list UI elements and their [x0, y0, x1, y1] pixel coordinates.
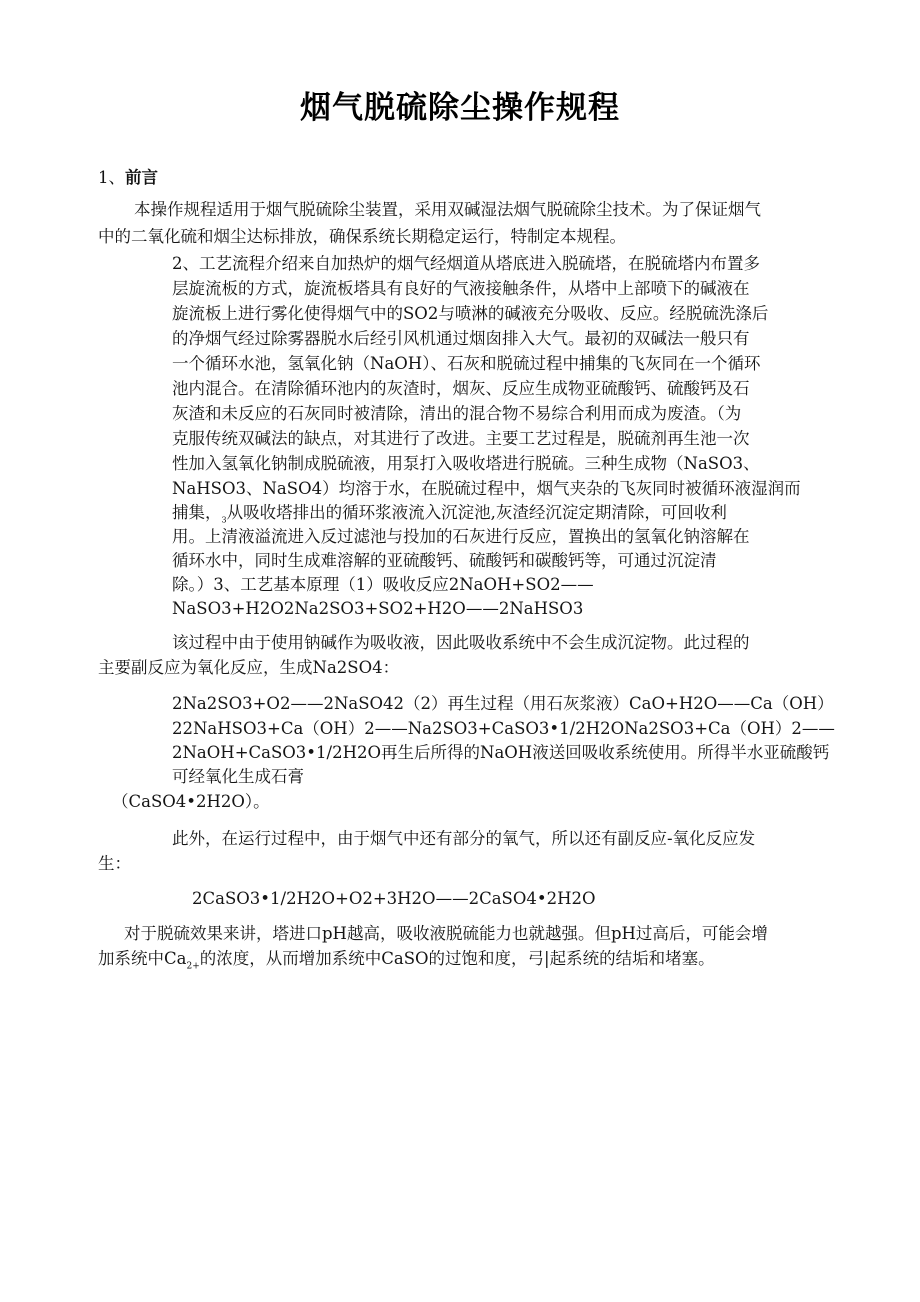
paragraph-line	[98, 947, 715, 978]
section-heading-text: 前言	[125, 168, 158, 187]
section-number: 1、	[98, 168, 125, 187]
capture-text: 捕集，	[172, 503, 222, 522]
process-line: 用。上清液溢流进入反过滤池与投加的石灰进行反应，置换出的氢氧化钠溶解在	[172, 527, 750, 546]
stray-mark: 3	[221, 515, 227, 525]
regen-line: 22NaHSO3+Ca（OH）2——Na2SO3+CaSO3•1/2H2ONa2SO3+Ca（OH）2——	[172, 719, 835, 738]
process-line: 2、工艺流程介绍来自加热炉的烟气经烟道从塔底进入脱硫塔，在脱硫塔内布置多	[172, 254, 760, 273]
section-heading	[98, 166, 158, 190]
paragraph-line: 对于脱硫效果来讲，塔进口pH越高，吸收液脱硫能力也就越强。但pH过高后，可能会增	[124, 924, 768, 943]
process-line: 层旋流板的方式，旋流板塔具有良好的气液接触条件，从塔中上部喷下的碱液在	[172, 279, 750, 298]
ph-text: 加系统中Ca	[98, 949, 187, 968]
process-line: 性加入氢氧化钠制成脱硫液，用泵打入吸收塔进行脱硫。三种生成物（NaSO3、	[172, 454, 760, 473]
process-line: 池内混合。在清除循环池内的灰渣时，烟灰、反应生成物亚硫酸钙、硫酸钙及石	[172, 379, 750, 398]
gypsum-line: （CaSO4•2H2O）。	[112, 792, 270, 811]
regen-line: 可经氧化生成石膏	[172, 767, 304, 786]
process-line: 循环水中，同时生成难溶解的亚硫酸钙、硫酸钙和碳酸钙等，可通过沉淀清	[172, 551, 717, 570]
process-line: NaHSO3、NaSO4）均溶于水，在脱硫过程中，烟气夹杂的飞灰同时被循环液湿润而	[172, 479, 801, 498]
capture-text: 从吸收塔排出的循环浆液流入沉淀池,灰渣经沉淀定期清除，可回收利	[226, 503, 727, 522]
intro-line: 本操作规程适用于烟气脱硫除尘装置，采用双碱湿法烟气脱硫除尘技术。为了保证烟气	[134, 200, 761, 219]
process-line: 的净烟气经过除雾器脱水后经引风机通过烟囱排入大气。最初的双碱法一般只有	[172, 329, 750, 348]
process-line: 除。）3、工艺基本原理（1）吸收反应2NaOH+SO2——	[172, 575, 594, 594]
equation-line: NaSO3+H2O2Na2SO3+SO2+H2O——2NaHSO3	[172, 599, 584, 618]
paragraph-line: 此外，在运行过程中，由于烟气中还有部分的氧气，所以还有副反应-氧化反应发	[172, 829, 756, 848]
document-title: 烟气脱硫除尘操作规程	[300, 90, 620, 126]
process-line: 一个循环水池，氢氧化钠（NaOH）、石灰和脱硫过程中捕集的飞灰同在一个循环	[172, 354, 761, 373]
ph-text: 的浓度，从而增加系统中CaSO的过饱和度，弓|起系统的结垢和堵塞。	[199, 949, 715, 968]
paragraph-line: 主要副反应为氧化反应，生成Na2SO4：	[98, 658, 400, 677]
paragraph-line: 该过程中由于使用钠碱作为吸收液，因此吸收系统中不会生成沉淀物。此过程的	[172, 633, 750, 652]
regen-line: 2Na2SO3+O2——2NaSO42（2）再生过程（用石灰浆液）CaO+H2O——Ca（OH）	[172, 694, 834, 713]
ion-charge: 2+	[186, 961, 200, 972]
intro-line: 中的二氧化硫和烟尘达标排放，确保系统长期稳定运行，特制定本规程。	[98, 227, 626, 246]
oxidation-equation: 2CaSO3•1/2H2O+O2+3H2O——2CaSO4•2H2O	[192, 889, 596, 908]
process-line: 旋流板上进行雾化使得烟气中的SO2与喷淋的碱液充分吸收、反应。经脱硫洗涤后	[172, 304, 769, 323]
paragraph-line: 生：	[98, 854, 131, 873]
regen-line: 2NaOH+CaSO3•1/2H2O再生后所得的NaOH液送回吸收系统使用。所得半水亚硫酸钙	[172, 743, 830, 762]
process-line: 克服传统双碱法的缺点，对其进行了改进。主要工艺过程是，脱硫剂再生池一次	[172, 429, 750, 448]
process-line: 灰渣和未反应的石灰同时被清除，清出的混合物不易综合利用而成为废渣。（为	[172, 404, 742, 423]
